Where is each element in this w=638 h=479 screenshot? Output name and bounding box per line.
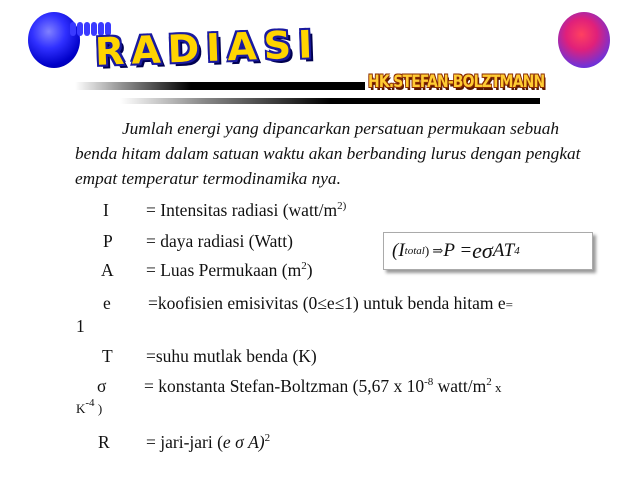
formula-lhs-open: (I <box>392 240 405 261</box>
desc-sigma-text: = konstanta Stefan-Boltzman (5,67 x 10 <box>144 376 425 396</box>
desc-radius-sup: 2 <box>264 432 271 444</box>
formula-e: e <box>472 238 482 263</box>
desc-sigma-sup2: 2 <box>486 376 492 388</box>
desc-intensity-text: = Intensitas radiasi (watt/m <box>146 200 338 220</box>
desc-emissivity-cont: 1 <box>76 316 85 336</box>
desc-power: = daya radiasi (Watt) <box>146 231 293 251</box>
formula-at: AT <box>492 240 515 261</box>
divider-bar-bottom <box>120 98 540 104</box>
desc-area-tail: ) <box>306 260 313 280</box>
desc-intensity-sup: 2) <box>337 200 347 212</box>
page-title: RADIASI <box>94 22 320 74</box>
page-subtitle: HK.STEFAN-BOLZTMANN <box>368 72 545 92</box>
desc-emissivity-text: =koofisien emisivitas (0≤e≤1) untuk benda hitam e <box>148 293 506 313</box>
formula-arrow: ) ⇒ <box>424 243 444 258</box>
symbol-p: P <box>103 231 113 251</box>
desc-area-sup: 2 <box>301 260 307 272</box>
desc-sigma <box>144 376 502 397</box>
desc-area-text: = Luas Permukaan (m <box>146 260 302 280</box>
desc-sigma-cont <box>76 397 103 417</box>
formula-box: (I total ) ⇒ P = e σ AT 4 <box>383 232 593 270</box>
desc-emissivity <box>148 293 513 314</box>
desc-temperature: =suhu mutlak benda (K) <box>146 346 317 366</box>
formula-sigma: σ <box>481 238 493 263</box>
desc-sigma-cont-b: ) <box>94 401 103 416</box>
desc-sigma-cont-sup: -4 <box>85 397 95 409</box>
symbol-r: R <box>98 432 110 452</box>
desc-sigma-tail: x <box>491 380 502 395</box>
desc-radius-text: = jari-jari ( <box>146 432 223 452</box>
desc-sigma-sup1: -8 <box>424 376 434 388</box>
desc-area <box>146 260 313 281</box>
symbol-sigma: σ <box>97 376 107 396</box>
desc-sigma-cont-a: K <box>76 401 86 416</box>
desc-intensity <box>146 200 346 221</box>
desc-radius-italic: e σ A) <box>222 432 265 452</box>
definition-paragraph: Jumlah energi yang dipancarkan persatuan permukaan sebuah benda hitam dalam satuan waktu akan berbanding lurus dengan pengkat empat temperatur termodinamika nya. <box>75 119 581 188</box>
divider-bar-top <box>75 82 365 90</box>
desc-emissivity-tail: = <box>505 297 513 312</box>
symbol-a: A <box>101 260 114 280</box>
symbol-e: e <box>103 293 111 313</box>
desc-radius <box>146 432 270 453</box>
symbol-i: I <box>103 200 109 220</box>
pink-sphere-decoration <box>558 12 610 68</box>
formula-p: P = <box>443 240 473 261</box>
blue-sphere-decoration <box>28 12 80 68</box>
desc-sigma-mid: watt/m <box>433 376 487 396</box>
symbol-t: T <box>102 346 113 366</box>
